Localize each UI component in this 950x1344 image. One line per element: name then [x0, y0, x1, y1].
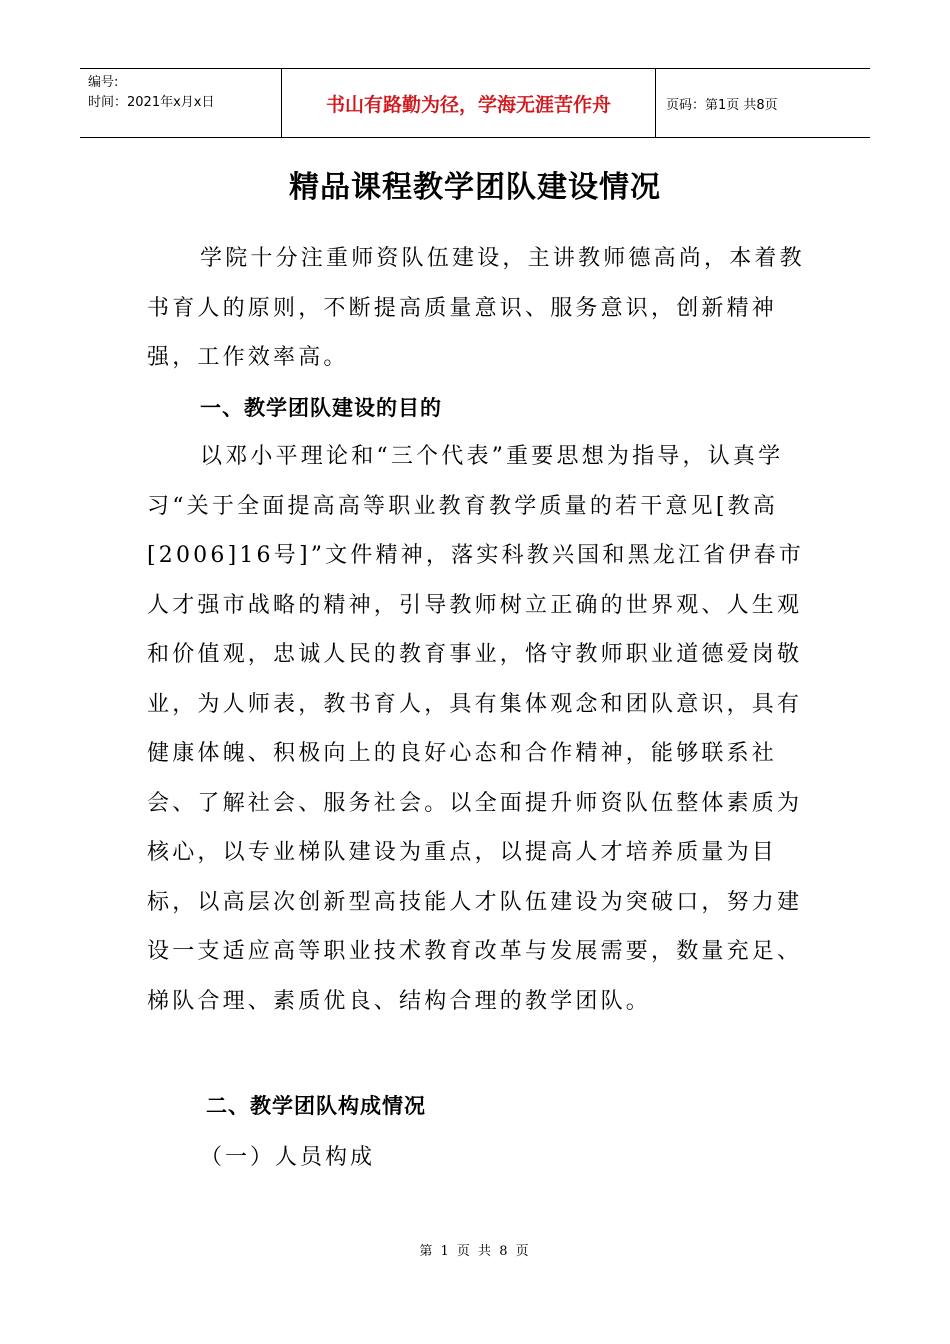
document-header — [80, 68, 870, 138]
time-label: 时间：2021年x月x日 — [88, 95, 215, 110]
header-meta — [80, 69, 282, 137]
section1-paragraph: 以邓小平理论和“三个代表”重要思想为指导，认真学习“关于全面提高高等职业教育教学质量的若干意见[教高[2006]16号]”文件精神，落实科教兴国和黑龙江省伊春市人才强市战略的精神，引导教师树立正确的世界观、人生观和价值观，忠诚人民的教育事业，恪守教师职业道德爱岗敬业，为人师表，教书育人，具有集体观念和团队意识，具有健康体魄、积极向上的良好心态和合作精神，能够联系社会、了解社会、服务社会。以全面提升师资队伍整体素质为核心，以专业梯队建设为重点，以提高人才培养质量为目标，以高层次创新型高技能人才队伍建设为突破口，努力建设一支适应高等职业技术教育改革与发展需要，数量充足、梯队合理、素质优良、结构合理的教学团队。 — [147, 444, 804, 1014]
number-label: 编号: — [88, 75, 119, 90]
intro-paragraph: 学院十分注重师资队伍建设，主讲教师德高尚，本着教书育人的原则，不断提高质量意识、服务意识，创新精神强，工作效率高。 — [147, 246, 805, 370]
header-motto: 书山有路勤为径，学海无涯苦作舟 — [282, 69, 656, 137]
section1-heading: 一、教学团队建设的目的 — [200, 396, 442, 420]
subsection-heading: （一）人员构成 — [200, 1145, 376, 1170]
document-title: 精品课程教学团队建设情况 — [289, 170, 661, 205]
page-footer: 第 1 页 共 8 页 — [419, 1244, 531, 1259]
section2-heading: 二、教学团队构成情况 — [206, 1094, 426, 1118]
header-page-info: 页码：第1页 共8页 — [666, 97, 778, 113]
